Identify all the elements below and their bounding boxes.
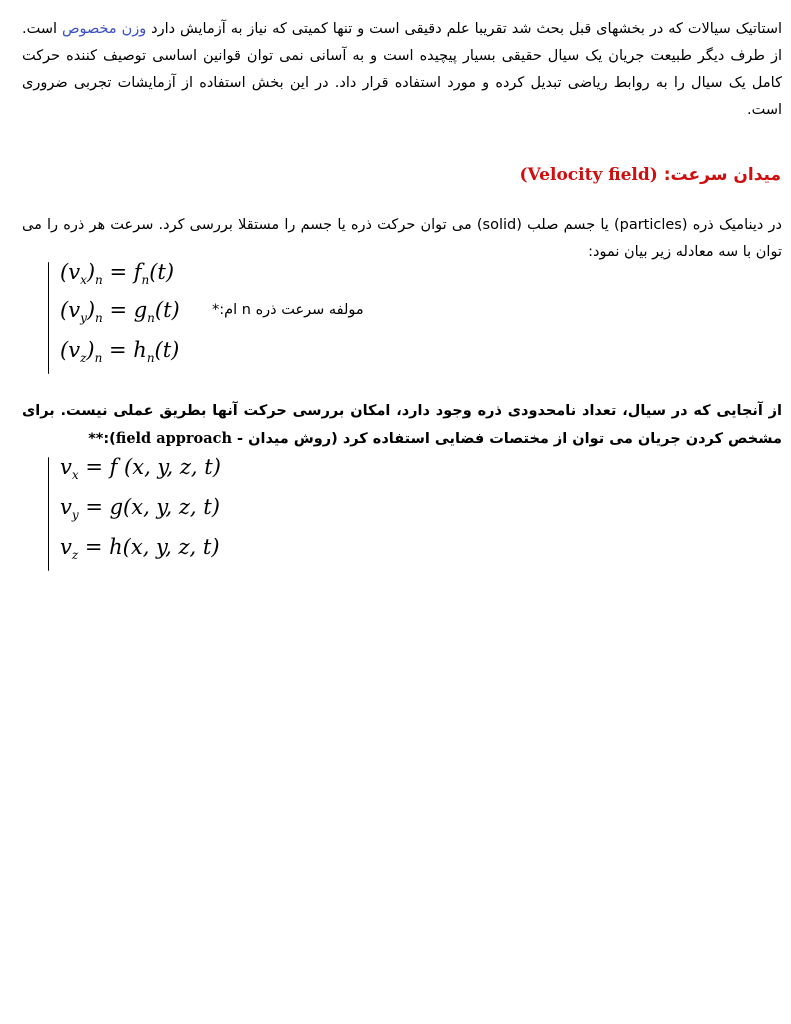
heading-text: میدان سرعت: [657, 165, 781, 185]
particles-paragraph: در دینامیک ذره (particles) یا جسم صلب (solid) می توان حرکت ذره یا جسم را مستقلا بررسی کرد. سرعت هر ذره را می توان با سه معادله زیر بیان نمود: [22, 217, 782, 260]
field-approach-latin: field approach [115, 430, 232, 447]
left-brace [48, 262, 49, 374]
particle-velocity-note: مولفه سرعت ذره n ام:* [212, 302, 364, 318]
intro-text-after: است. از طرف دیگر طبیعت جریان یک سیال حقیقی بسیار پیچیده است و به آسانی نمی توان قوانین اساسی توصیف کننده حرکت کامل یک سیال را به روابط ریاضی تبدیل کرده و مورد استفاده قرار داد. در این بخش استفاده از آزمایشات تجربی ضروری است. [22, 21, 782, 118]
equation-vx-particle: $(v_x)_n = f_n(t)$ [60, 260, 175, 288]
equation-vy-field: $v_y = g(x$, y, z, t) [60, 495, 220, 523]
field-text-after: ):** [88, 431, 116, 447]
intro-paragraph [22, 16, 782, 124]
equation-vy-particle: $(v_y)_n = g_n(t)$ [60, 298, 180, 326]
intro-text-before: استاتیک سیالات که در بخشهای قبل بحث شد تقریبا علم دقیقی است و تنها کمیتی که نیاز به آزمایش دارد [146, 21, 783, 37]
equation-vz-field: $v_z = h(x$, y, z, t) [60, 535, 220, 563]
equation-vz-particle: $(v_z)_n = h_n(t)$ [60, 338, 180, 366]
heading-latin: (Velocity field) [519, 165, 658, 185]
left-brace [48, 457, 49, 571]
equation-vx-field: $v_x = f$ (x, y, z, t) [60, 455, 221, 483]
specific-weight-link[interactable]: وزن مخصوص [61, 21, 147, 37]
section-heading [520, 165, 782, 185]
field-text: از آنجایی که در سیال، تعداد نامحدودی ذره وجود دارد، امکان بررسی حرکت آنها بطریق عملی نیست. برای مشخص کردن جریان می توان از مختصات فضایی استفاده کرد (روش میدان - [22, 403, 782, 447]
field-paragraph [22, 398, 782, 453]
